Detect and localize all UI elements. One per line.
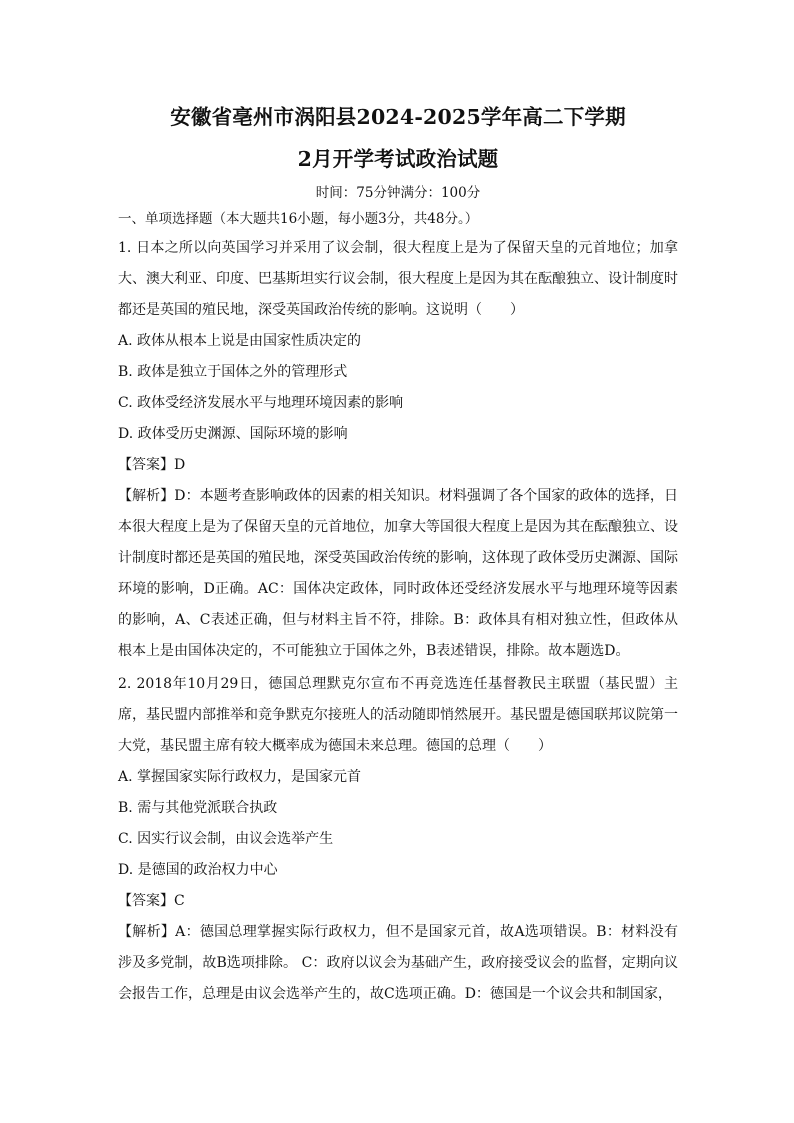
question-1 <box>118 233 678 667</box>
question-option-a: A. 掌握国家实际行政权力，是国家元首 <box>118 769 362 785</box>
question-option-c: C. 因实行议会制，由议会选举产生 <box>118 831 334 847</box>
question-analysis: 【解析】A：德国总理掌握实际行政权力，但不是国家元首，故A选项错误。B：材料没有涉及多党制，故B选项排除。 C：政府以议会为基础产生，政府接受议会的监督，定期向议会报告工作，总理是由议会选举产生的，故C选项正确。D：德国是一个议会共和制国家， <box>118 924 678 1002</box>
question-option-c: C. 政体受经济发展水平与地理环境因素的影响 <box>118 395 404 411</box>
document-content <box>118 100 678 1010</box>
question-option-d: D. 是德国的政治权力中心 <box>118 862 278 878</box>
question-option-b: B. 需与其他党派联合执政 <box>118 800 278 816</box>
section-heading: 一、单项选择题（本大题共16小题，每小题3分，共48分。） <box>118 211 479 227</box>
question-2 <box>118 669 678 1010</box>
question-option-d: D. 政体受历史渊源、国际环境的影响 <box>118 426 348 442</box>
question-answer: 【答案】D <box>118 457 186 473</box>
document-title-line1: 安徽省亳州市涡阳县2024-2025学年高二下学期 <box>170 105 626 129</box>
exam-info: 时间：75分钟满分：100分 <box>315 185 481 201</box>
question-answer: 【答案】C <box>118 893 185 909</box>
question-analysis: 【解析】D：本题考查影响政体的因素的相关知识。材料强调了各个国家的政体的选择，日本很大程度上是为了保留天皇的元首地位，加拿大等国很大程度上是因为其在酝酿独立、设计制度时都还是英国的殖民地，深受英国政治传统的影响，这体现了政体受历史渊源、国际环境的影响，D正确。AC：国体决定政体，同时政体还受经济发展水平与地理环境等因素的影响，A、C表述正确，但与材料主旨不符，排除。B：政体具有相对独立性，但政体从根本上是由国体决定的，不可能独立于国体之外，B表述错误，排除。故本题选D。 <box>118 488 678 659</box>
document-title-line2: 2月开学考试政治试题 <box>297 147 499 171</box>
question-stem: 2. 2018年10月29日，德国总理默克尔宣布不再竞选连任基督教民主联盟（基民盟）主席，基民盟内部推举和竞争默克尔接班人的活动随即悄然展开。基民盟是德国联邦议院第一大党，基民盟主席有较大概率成为德国未来总理。德国的总理（ ） <box>118 676 678 754</box>
question-option-b: B. 政体是独立于国体之外的管理形式 <box>118 364 348 380</box>
question-stem: 1. 日本之所以向英国学习并采用了议会制，很大程度上是为了保留天皇的元首地位；加拿大、澳大利亚、印度、巴基斯坦实行议会制，很大程度上是因为其在酝酿独立、设计制度时都还是英国的殖民地，深受英国政治传统的影响。这说明（ ） <box>118 240 678 318</box>
question-option-a: A. 政体从根本上说是由国家性质决定的 <box>118 333 362 349</box>
